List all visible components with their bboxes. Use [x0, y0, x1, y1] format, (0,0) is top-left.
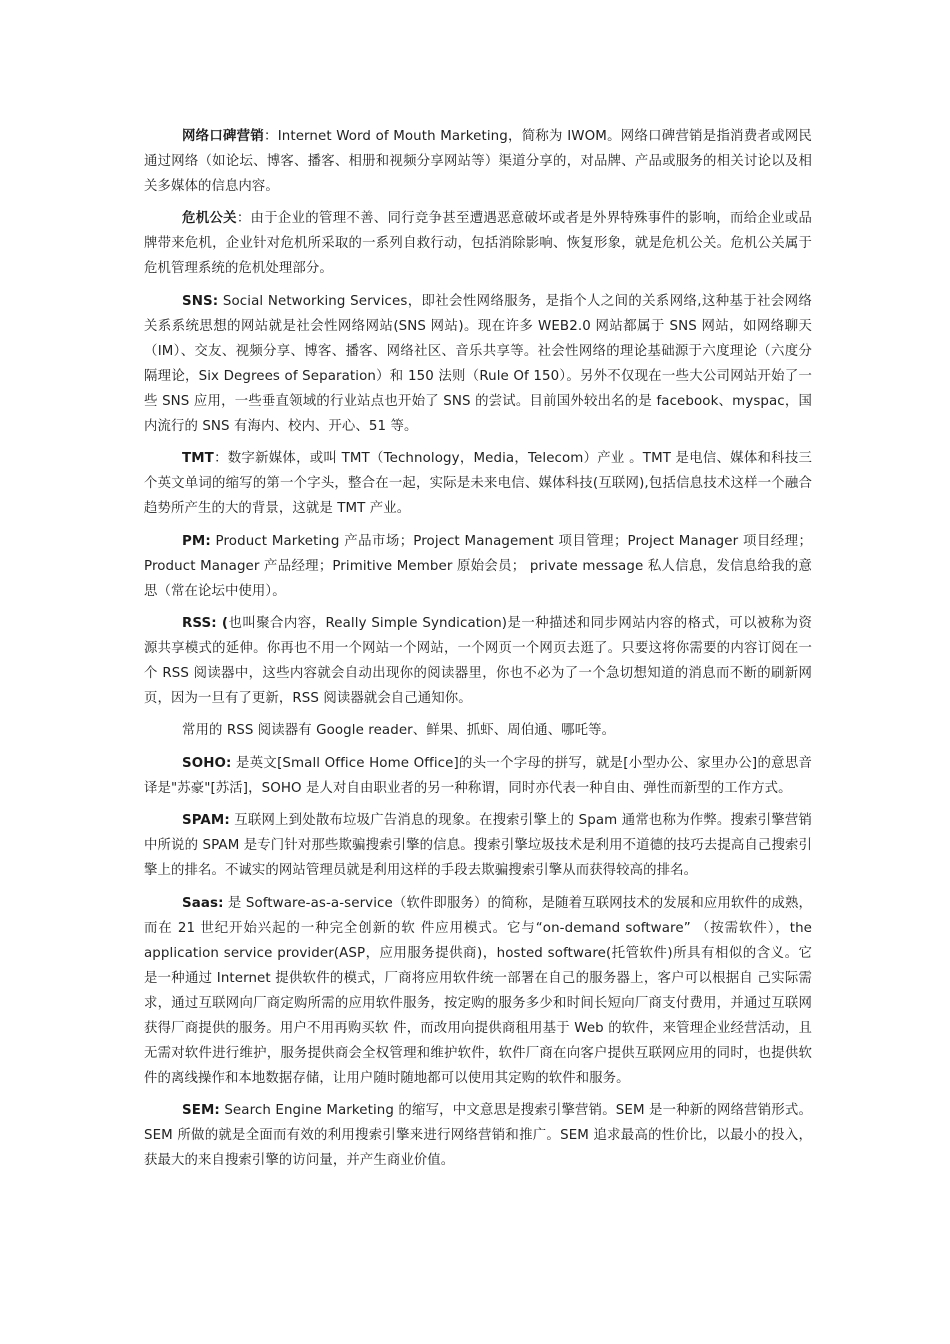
- paragraph-crisis-pr: [144, 206, 812, 281]
- paragraph-soho: [144, 751, 812, 801]
- term-definition: ：Internet Word of Mouth Marketing，简称为 IWOM。网络口碑营销是指消费者或网民通过网络（如论坛、博客、播客、相册和视频分享网站等）渠道分享的，对品牌、产品或服务的相关讨论以及相关多媒体的信息内容。: [144, 129, 812, 194]
- paragraph-spam: [144, 808, 812, 883]
- paragraph-sem: [144, 1098, 812, 1173]
- document-body: [144, 124, 812, 1180]
- term-label: SNS:: [182, 293, 219, 309]
- term-definition: ：数字新媒体，或叫 TMT（Technology，Media，Telecom）产业 。TMT 是电信、媒体和科技三个英文单词的缩写的第一个字头，整合在一起，实际是未来电信、媒体科技(互联网),包括信息技术这样一个融合趋势所产生的大的背景，这就是 TMT 产业。: [144, 451, 812, 517]
- term-definition: 常用的 RSS 阅读器有 Google reader、鲜果、抓虾、周伯通、哪吒等。: [182, 723, 616, 739]
- term-label: SOHO:: [182, 755, 232, 771]
- paragraph-rss: [144, 611, 812, 711]
- term-definition: Social Networking Services，即社会性网络服务，是指个人之间的关系网络,这种基于社会网络关系系统思想的网站就是社会性网络网站(SNS 网站)。现在许多 WEB2.0 网站都属于 SNS 网站，如网络聊天（IM）、交友、视频分享、博客、播客、网络社区、音乐共享等。社会性网络的理论基础源于六度理论（六度分隔理论，Six Degrees of Separation）和 150 法则（Rule Of 150）。另外不仅现在一些大公司网站开始了一些 SNS 应用，一些垂直领域的行业站点也开始了 SNS 的尝试。目前国外较出名的是 facebook、myspac，国内流行的 SNS 有海内、校内、开心、51 等。: [144, 293, 812, 434]
- paragraph-iwom: [144, 124, 812, 199]
- paragraph-pm: [144, 529, 812, 604]
- paragraph-saas: [144, 891, 812, 1091]
- term-definition: 是英文[Small Office Home Office]的头一个字母的拼写，就是[小型办公、家里办公]的意思音译是"苏豪"[苏活]，SOHO 是人对自由职业者的另一种称谓，同时亦代表一种自由、弹性而新型的工作方式。: [144, 755, 812, 796]
- paragraph-sns: [144, 289, 812, 439]
- term-definition: 是 Software-as-a-service（软件即服务）的简称，是随着互联网技术的发展和应用软件的成熟，而在 21 世纪开始兴起的一种完全创新的软 件应用模式。它与“on-demand software” （按需软件），the application service provider(ASP，应用服务提供商)，hosted software(托管软件)所具有相似的含义。它是一种通过 Internet 提供软件的模式，厂商将应用软件统一部署在自己的服务器上，客户可以根据自 己实际需求，通过互联网向厂商定购所需的应用软件服务，按定购的服务多少和时间长短向厂商支付费用，并通过互联网获得厂商提供的服务。用户不用再购买软 件，而改用向提供商租用基于 Web 的软件，来管理企业经营活动，且无需对软件进行维护，服务提供商会全权管理和维护软件，软件厂商在向客户提供互联网应用的同时，也提供软件的离线操作和本地数据存储，让用户随时随地都可以使用其定购的软件和服务。: [144, 895, 812, 1086]
- term-definition: Product Marketing 产品市场；Project Management 项目管理；Project Manager 项目经理；Product Manager 产品经理；Primitive Member 原始会员； private message 私人信息，发信息给我的意思（常在论坛中使用）。: [144, 533, 812, 599]
- term-label: RSS: (: [182, 615, 229, 631]
- term-label: 网络口碑营销: [182, 129, 265, 144]
- term-label: Saas:: [182, 895, 224, 911]
- term-definition: ：由于企业的管理不善、同行竞争甚至遭遇恶意破坏或者是外界特殊事件的影响，而给企业或品牌带来危机，企业针对危机所采取的一系列自救行动，包括消除影响、恢复形象，就是危机公关。危机公关属于危机管理系统的危机处理部分。: [144, 211, 812, 277]
- term-definition: Search Engine Marketing 的缩写，中文意思是搜索引擎营销。SEM 是一种新的网络营销形式。SEM 所做的就是全面而有效的利用搜索引擎来进行网络营销和推广。SEM 追求最高的性价比，以最小的投入，获最大的来自搜索引擎的访问量，并产生商业价值。: [144, 1102, 812, 1168]
- paragraph-rss-readers: [144, 718, 812, 743]
- term-definition: 互联网上到处散布垃圾广告消息的现象。在搜索引擎上的 Spam 通常也称为作弊。搜索引擎营销中所说的 SPAM 是专门针对那些欺骗搜索引擎的信息。搜索引擎垃圾技术是利用不道德的技巧去提高自己搜索引擎上的排名。不诚实的网站管理员就是利用这样的手段去欺骗搜索引擎从而获得较高的排名。: [144, 813, 812, 879]
- term-label: SEM:: [182, 1102, 220, 1118]
- paragraph-tmt: [144, 446, 812, 521]
- term-label: SPAM:: [182, 813, 230, 829]
- term-label: TMT: [182, 451, 214, 467]
- term-definition: 也叫聚合内容，Really Simple Syndication)是一种描述和同步网站内容的格式，可以被称为资源共享模式的延伸。你再也不用一个网站一个网站，一个网页一个网页去逛了。只要这将你需要的内容订阅在一个 RSS 阅读器中，这些内容就会自动出现你的阅读器里，你也不必为了一个急切想知道的消息而不断的刷新网页，因为一旦有了更新，RSS 阅读器就会自己通知你。: [144, 615, 812, 706]
- term-label: PM:: [182, 533, 211, 549]
- term-label: 危机公关: [182, 211, 237, 227]
